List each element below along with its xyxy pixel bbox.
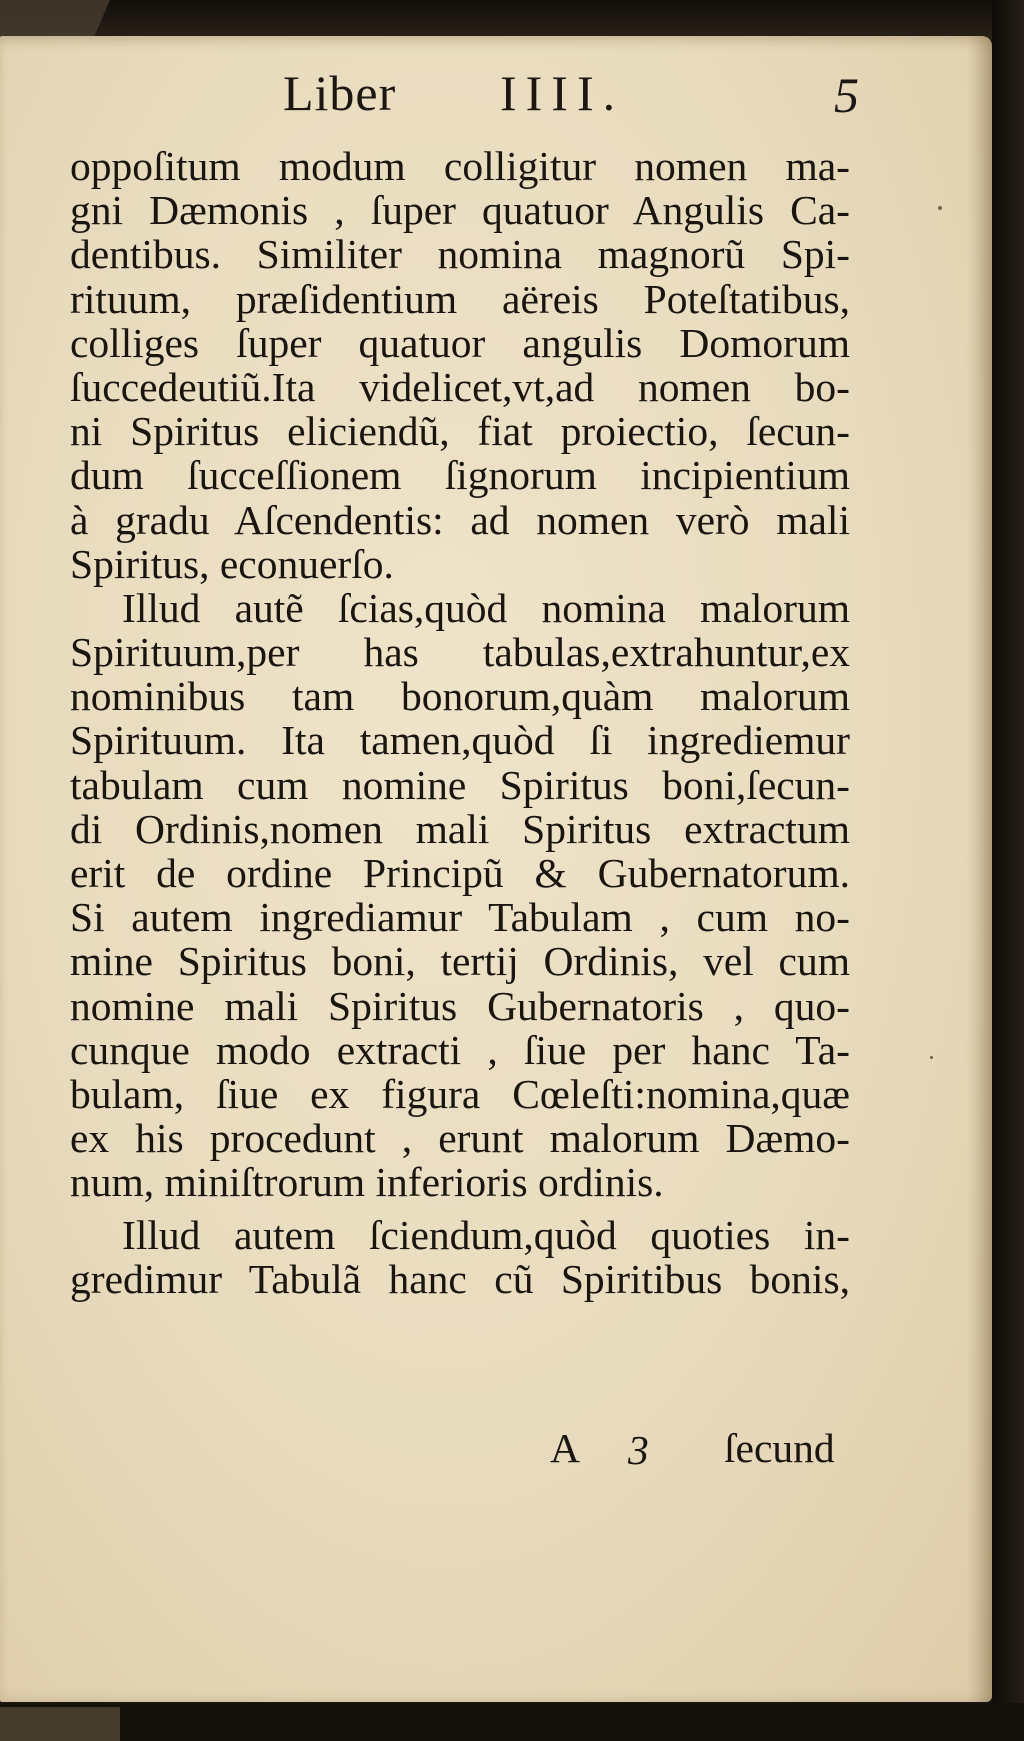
text-line: gredimur Tabulã hanc cũ Spiritibus bonis,: [70, 1255, 850, 1302]
signature-mark: A: [550, 1425, 580, 1471]
text-line: erit de ordine Principũ & Gubernatorum.: [70, 850, 850, 896]
text-line: Illud autẽ ſcias,quòd nomina malorum: [122, 584, 850, 631]
text-line: nominibus tam bonorum,quàm malorum: [70, 673, 850, 720]
text-line: dum ſucceſſionem ſignorum incipientium: [70, 452, 850, 499]
text-line: cunque modo extracti , ſiue per hanc Ta-: [70, 1026, 850, 1073]
text-line: di Ordinis,nomen mali Spiritus extractum: [70, 805, 850, 852]
text-line: rituum, præſidentium aëreis Poteſtatibus,: [70, 275, 850, 322]
text-line: bulam, ſiue ex figura Cœleſti:nomina,quæ: [70, 1070, 850, 1117]
paper-speck: [930, 1056, 933, 1059]
running-head-title: Liber: [283, 65, 397, 121]
binding-edge-bottom: [0, 1707, 120, 1741]
book-page: [0, 36, 992, 1702]
signature-number: 3: [628, 1427, 649, 1473]
text-line: num, miniſtrorum inferioris ordinis.: [70, 1159, 664, 1206]
page-footer: [550, 1424, 862, 1474]
text-line: oppoſitum modum colligitur nomen ma-: [70, 143, 850, 189]
text-line: Si autem ingrediamur Tabulam , cum no-: [70, 894, 850, 941]
binding-edge-top: [0, 0, 110, 38]
folio-number: 5: [834, 67, 859, 123]
text-line: colliges ſuper quatuor angulis Domorum: [70, 319, 850, 366]
text-line: nomine mali Spiritus Gubernatoris , quo-: [70, 982, 850, 1029]
text-block: [70, 144, 850, 1301]
book-board-edge: [992, 0, 1024, 1741]
top-shadow-band: [0, 0, 1024, 40]
text-line: gni Dæmonis , ſuper quatuor Angulis Ca-: [70, 187, 850, 234]
page-edge-shadow: [966, 36, 992, 1702]
text-line: Spiritus, econuerſo.: [70, 540, 394, 587]
text-line: mine Spiritus boni, tertij Ordinis, vel cum: [70, 938, 850, 985]
catchword: ſecund: [724, 1425, 835, 1471]
text-line: dentibus. Similiter nomina magnorũ Spi-: [70, 231, 850, 278]
running-head: [0, 64, 992, 124]
text-line: ni Spiritus eliciendũ, fiat proiectio, ſecun-: [70, 408, 850, 455]
text-line: Illud autem ſciendum,quòd quoties in-: [122, 1211, 850, 1258]
text-line: ex his procedunt , erunt malorum Dæmo-: [70, 1115, 850, 1162]
text-line: ſuccedeutiũ.Ita videlicet,vt,ad nomen bo-: [70, 363, 850, 410]
text-line: tabulam cum nomine Spiritus boni,ſecun-: [70, 761, 850, 808]
text-line: à gradu Aſcendentis: ad nomen verò mali: [70, 496, 850, 543]
running-head-book-number: IIII.: [500, 65, 625, 121]
paper-speck: [938, 206, 942, 210]
bottom-shadow-band: [0, 1703, 1024, 1741]
text-line: Spirituum,per has tabulas,extrahuntur,ex: [70, 629, 850, 676]
text-line: Spirituum. Ita tamen,quòd ſi ingrediemur: [70, 717, 850, 764]
